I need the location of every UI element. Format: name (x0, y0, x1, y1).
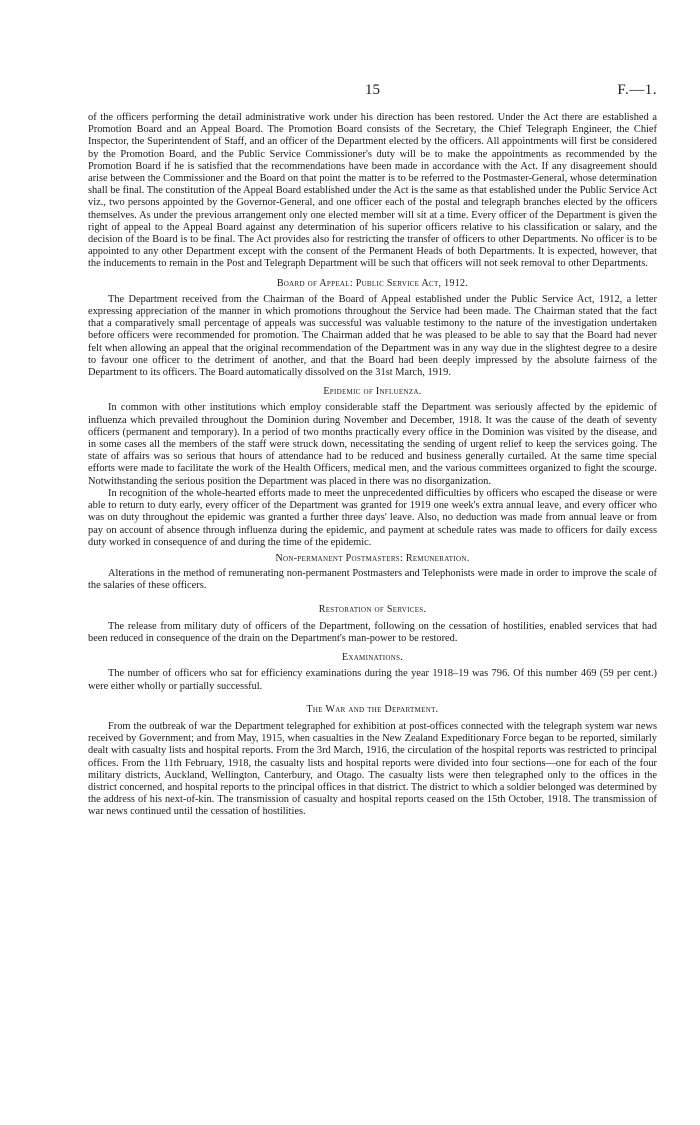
paragraph-postmasters: Alterations in the method of remunerating non-permanent Postmasters and Telephonists were made in order to improve the scale of the salaries of these officers. (88, 568, 657, 592)
paragraph-war: From the outbreak of war the Department telegraphed for exhibition at post-offices connected with the telegraph system war news received by Government; and from May, 1915, when casualties in the New Zealand Expeditionary Force began to be reported, similarly dealt with casualty lists and hospital reports. From the 3rd March, 1916, the circulation of the hospital reports was restricted to principal offices. From the 11th February, 1918, the casualty lists and hospital reports were divided into four sections—one for each of the four military districts, Auckland, Wellington, Canterbury, and Otago. The casualty lists were then telegraphed only to the offices in the district concerned, and hospital reports to the principal offices in that district. The district to which a soldier belonged was determined by the address of his next-of-kin. The transmission of casualty and hospital reports ceased on the 15th October, 1918. The transmission of war news continued until the cessation of hostilities. (88, 720, 657, 818)
document-reference: F.—1. (617, 82, 657, 98)
paragraph-influenza-2: In recognition of the whole-hearted efforts made to meet the unprecedented difficulties by officers who escaped the disease or were able to return to duty early, every officer of the Department was granted for 1919 one week's extra annual leave, and every officer who was on duty throughout the epidemic was granted a further three days' leave. Also, no deduction was made from annual leave or from pay on account of absence through influenza during the epidemic, and payment at schedule rates was made to officers for daily excess duty worked in consequence of and during the time of the epidemic. (88, 487, 657, 548)
paragraph-restoration: The release from military duty of officers of the Department, following on the cessation of hostilities, enabled services that had been reduced in consequence of the drain on the Department's man-power to be restored. (88, 620, 657, 644)
section-heading-examinations: Examinations. (341, 652, 404, 664)
section-heading-influenza: Epidemic of Influenza. (323, 386, 422, 398)
document-body (88, 112, 657, 819)
section-heading-postmasters: Non-permanent Postmasters: Remuneration. (275, 552, 470, 564)
paragraph-influenza-1: In common with other institutions which employ considerable staff the Department was seriously affected by the epidemic of influenza which prevailed throughout the Dominion during November and December, 1918. It was the cause of the death of seventy officers (permanent and temporary). In a period of two months practically every office in the Dominion was visited by the disease, and in some cases all the members of the staff were struck down, necessitating the sending of urgent relief to keep the services going. The state of affairs was so serious that hours of attendance had to be reduced and business generally curtailed. At the same time special efforts were made to facilitate the work of the Health Officers, medical men, and the various committees organized to fight the scourge. Notwithstanding the serious position the Department was placed in there was no disorganization. (88, 402, 657, 487)
paragraph-examinations: The number of officers who sat for efficiency examinations during the year 1918–19 was 796. Of this number 469 (59 per cent.) were either wholly or partially successful. (88, 668, 657, 692)
page-header (88, 82, 657, 112)
page-number: 15 (365, 82, 380, 98)
section-heading-board-of-appeal: Board of Appeal: Public Service Act, 1912. (276, 277, 469, 289)
section-heading-restoration: Restoration of Services. (318, 603, 427, 615)
intro-paragraph: of the officers performing the detail administrative work under his direction has been restored. Under the Act there are established a Promotion Board and an Appeal Board. The Promotion Board consists of the Secretary, the Chief Telegraph Engineer, the Chief Inspector, the Superintendent of Staff, and an officer of the Department elected by the officers. All appointments will first be considered by the Promotion Board, and the Public Service Commissioner's duty will be to make the appointments as recommended by the Promotion Board if he is satisfied that the recommendations have been made in accordance with the Act. If any disagreement should arise between the Commissioner and the Board on that point the matter is to be referred to the Postmaster-General, whose determination shall be final. The constitution of the Appeal Board established under the Act is the same as that established under the Public Service Act viz., two persons appointed by the Governor-General, and one officer each of the postal and telegraph branches elected by the officers themselves. As under the previous arrangement only one elected member will sit at a time. Every officer of the Department is given the right of appeal to the Appeal Board against any determination of his superior officers relative to his classification or salary, and the decision of the Board is to be final. The Act provides also for restricting the transfer of officers to other Departments. No officer is to be appointed to any other Department except with the consent of the Permanent Heads of both Departments. It is expected, however, that the inducements to remain in the Post and Telegraph Department will be such that officers will not seek removal to other Departments. (88, 112, 657, 270)
section-heading-war: The War and the Department. (306, 703, 439, 715)
paragraph-board-of-appeal: The Department received from the Chairman of the Board of Appeal established under the Public Service Act, 1912, a letter expressing appreciation of the manner in which promotions throughout the Service had been made. The Chairman stated that the fact that a comparatively small percentage of appeals was successful was valuable testimony to the nature of the investigation undertaken before officers were recommended for promotion. The Chairman added that he was pleased to be able to say that the Board had never felt when allowing an appeal that the original recommendation of the Department was in any way due in the slightest degree to a desire to favour one officer to the detriment of another, and that the Board had been deeply impressed by the absolute fairness of the Department to its officers. The Board automatically dissolved on the 31st March, 1919. (88, 293, 657, 379)
